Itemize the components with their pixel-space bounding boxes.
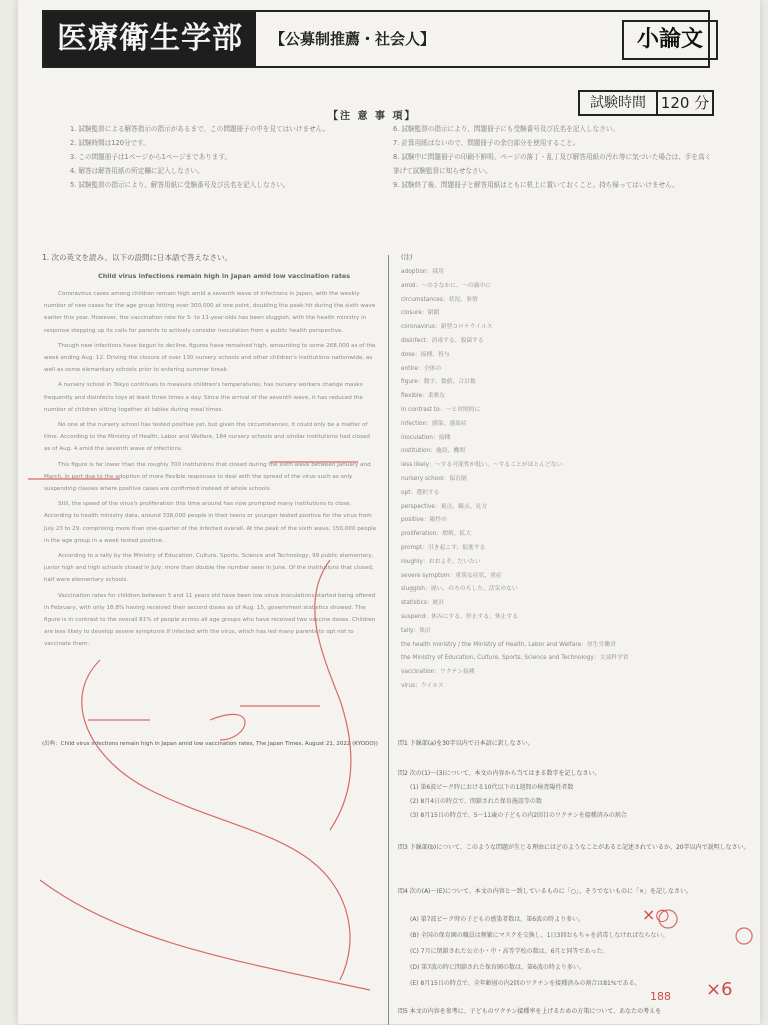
article-paragraph: Still, the speed of the virus's proliferation this time around has now prompted many institutions to close. According to health ministry data, around 338,000 people in their teens or younger tested positive for the virus from July 23 to 29, comprising more than one-quarter of the infected overall. At the peak of the sixth wave, 150,000 people in the age group in a week tested positive.	[44, 501, 377, 544]
vocab-item: the Ministry of Education, Culture, Sports, Science and Technology：文部科学省	[401, 655, 629, 662]
note-item: 2. 試験時間は120分です。	[70, 139, 150, 147]
question-1: 問1 下線部(a)を30字以内で日本語に訳しなさい。	[398, 740, 534, 747]
question-4-item: (E) 8月15日の時点で、全年齢層の内2回のワクチンを接種済みの割合は81%である。	[410, 980, 641, 987]
article-title: Child virus infections remain high in Japan amid low vaccination rates	[98, 272, 351, 280]
notes-title: 【注 意 事 項】	[328, 111, 417, 122]
vocab-title: (注)	[401, 253, 413, 261]
vocab-item: dose：接種、投与	[401, 351, 450, 358]
vocab-item: virus：ウイルス	[401, 682, 444, 689]
note-item: 5. 試験監督の指示により、解答用紙に受験番号及び氏名を記入しなさい。	[70, 181, 290, 189]
vocab-item: amid：～のさなかに、～の渦中に	[401, 282, 491, 289]
vocab-item: coronavirus：新型コロナウイルス	[401, 324, 493, 331]
note-item: 7. 計算用紙はないので、問題冊子の余白部分を使用すること。	[393, 139, 580, 147]
vocab-item: sluggish：遅い、のろのろした、活気のない	[401, 586, 518, 593]
vocab-item: nursery school：保育園	[401, 475, 467, 482]
vocab-item: closure：閉鎖	[401, 310, 440, 317]
question1-heading: 1. 次の英文を読み、以下の設問に日本語で答えなさい。	[42, 253, 232, 262]
exam-time-box	[578, 90, 714, 116]
vocab-item: perspective：視点、観点、見方	[401, 503, 488, 510]
pen-mark-number: 188	[650, 990, 671, 1003]
vocab-item: vaccination：ワクチン接種	[401, 669, 475, 676]
vocab-item: suspend：休みにする、停止する、休止する	[401, 613, 519, 620]
question-4-item: (C) 7月に閉鎖された公立小・中・高等学校の数は、6月と同等であった。	[410, 948, 609, 955]
vocab-list	[401, 266, 661, 694]
exam-header	[42, 10, 710, 68]
article-paragraph: This figure is far lower than the roughly 700 institutions that closed during the sixth wave between January and March, in part due to the adoption of more flexible responses to deal with the spread of the virus such as only suspending classes where positive cases are confirmed instead of whole schools.	[44, 461, 371, 493]
vocab-item: infection：感染、感染症	[401, 420, 467, 427]
question-3: 問3 下線部(b)について、このような問題が生じる理由にはどのようなことがあると記述されているか、20字以内で説明しなさい。	[398, 844, 750, 851]
article-paragraph: Vaccination rates for children between 5 and 11 years old have been low since inoculations started being offered in February, with only 18.8% having received their second doses as of Aug. 15, government statistics showed. The figure is in contrast to the overall 81% of people across all age groups who have received two vaccine doses. Children are less likely to develop severe symptoms if infected with the virus, which has led many parents to opt not to vaccinate them.	[44, 592, 376, 648]
question-2-item: (2) 8月4日の時点で、閉鎖された保育施設等の数	[410, 798, 542, 805]
pen-mark-score: ×6	[706, 979, 733, 1000]
column-divider	[388, 255, 389, 1025]
question-2-item: (1) 第6波ピーク時における10代以下の1週間の検査陽性者数	[410, 784, 574, 791]
vocab-item: disinfect：消毒する、殺菌する	[401, 337, 484, 344]
note-item: 1. 試験監督による解答指示の指示があるまで、この問題冊子の中を見てはいけません。	[70, 125, 330, 133]
question-4-item: (D) 第7波の時に閉鎖された保育園の数は、第6波の時より多い。	[410, 964, 585, 971]
note-item: 8. 試験中に問題冊子の印刷不鮮明、ページの落丁・乱丁及び解答用紙の汚れ等に気づいた場合は、手を高く挙げて試験監督に知らせなさい。	[393, 153, 712, 175]
article-paragraph: According to a tally by the Ministry of Education, Culture, Sports, Science and Technology, 99 public elementary, junior high and high schools closed in July, more than double the number seen in June. Of the institutions that closed, half were elementary schools.	[44, 553, 374, 584]
question-2: 問2 次の(1)～(3)について、本文の内容から当てはまる数字を記しなさい。	[398, 770, 601, 777]
article-paragraph: Coronavirus cases among children remain high amid a seventh wave of infections in Japan, with the weekly number of new cases for the age group hitting over 300,000 at one point, doubling the peak hit during the sixth wave earlier this year. However, the vaccination rate for 5- to 11-year-olds has been sluggish, with the health ministry in response stepping up its calls for parents to actively consider inoculation from a public health perspective.	[44, 291, 376, 334]
vocab-item: the health ministry / the Ministry of Health, Labor and Welfare：厚生労働省	[401, 641, 616, 648]
vocab-item: inoculation：接種	[401, 434, 451, 441]
vocab-item: statistics：統計	[401, 600, 445, 607]
question-5: 問5 本文の内容を参考に、子どものワクチン接種率を上げるための方策について、あなたの考えを	[398, 1008, 662, 1015]
note-item: 4. 解答は解答用紙の所定欄に記入しなさい。	[70, 167, 204, 175]
note-item: 6. 試験監督の指示により、問題冊子にも受験番号及び氏名を記入しなさい。	[393, 125, 619, 133]
vocab-item: figure：数字、数値、合計数	[401, 379, 476, 386]
time-value: 120 分	[660, 94, 710, 112]
school-name: 医療衛生学部	[44, 12, 256, 66]
vocab-item: institution：施設、機関	[401, 448, 466, 455]
article-paragraph: Though new infections have begun to decline, figures have remained high, amounting to some 268,000 as of the week ending Aug. 12. Driving the closure of over 130 nursery schools and other children's institutions nationwide, as well as some elementary schools prior to entering summer break.	[44, 342, 376, 374]
notes-right	[393, 122, 713, 192]
note-item: 3. この問題冊子は1ページから1ページまであります。	[70, 153, 232, 161]
article-paragraph: A nursery school in Tokyo continues to measure children's temperatures, has nursery workers change masks frequently and disinfects toys at least three times a day. Since the arrival of the seventh wave, it has reduced the number of children sitting together at tables during meal times.	[44, 382, 363, 413]
vocab-item: adoption：採用	[401, 269, 444, 275]
subject-title: 小論文	[622, 20, 718, 60]
vocab-item: in contrast to：～と対照的に	[401, 406, 481, 413]
time-label: 試験時間	[580, 92, 658, 114]
question-4: 問4 次の(A)～(E)について、本文の内容と一致しているものに「○」、そうでないものに「×」を記しなさい。	[398, 888, 693, 895]
vocab-item: entire：全体の	[401, 365, 442, 372]
vocab-item: severe symptom：重篤な症状、重症	[401, 572, 502, 579]
notes-left	[70, 122, 370, 192]
vocab-item: positive：陽性の	[401, 517, 447, 524]
exam-page	[18, 0, 760, 1024]
vocab-item: opt：選択する	[401, 489, 440, 496]
note-item: 9. 試験終了後、問題冊子と解答用紙はともに机上に置いておくこと。持ち帰ってはいけません。	[393, 181, 679, 189]
article-body	[44, 288, 378, 654]
vocab-item: circumstances：状況、事情	[401, 296, 478, 303]
vocab-item: flexible：柔軟な	[401, 393, 446, 400]
vocab-item: less likely：～する可能性が低い、～することがほとんどない	[401, 462, 563, 469]
admission-type: 【公募制推薦・社会人】	[270, 30, 436, 48]
vocab-item: prompt：引き起こす、促進する	[401, 544, 486, 551]
vocab-item: proliferation：増殖、拡大	[401, 531, 472, 538]
question-2-item: (3) 8月15日の時点で、5～11歳の子どもの内2回目のワクチンを接種済みの割合	[410, 812, 627, 819]
question-4-item: (A) 第7波ピーク時の子どもの感染者数は、第6波の時より多い。	[410, 916, 585, 923]
article-paragraph: No one at the nursery school has tested positive yet, but given the circumstances, it could only be a matter of time. According to the Ministry of Health, Labor and Welfare, 184 nursery schools and similar institutions had closed as of Aug. 4 amid the seventh wave of infections.	[44, 422, 370, 453]
vocab-item: tally：集計	[401, 627, 431, 634]
pen-mark-answer: ×○	[642, 905, 670, 924]
vocab-item: roughly：おおよそ、だいたい	[401, 558, 481, 565]
article-source: (出典：Child virus infections remain high in Japan amid low vaccination rates, The Japan Times, August 21, 2022 (KYODO))	[42, 741, 378, 747]
question-4-item: (B) 全国の保育園の職員は頻繁にマスクを交換し、1日3回おもちゃを消毒しなければならない。	[410, 932, 669, 939]
